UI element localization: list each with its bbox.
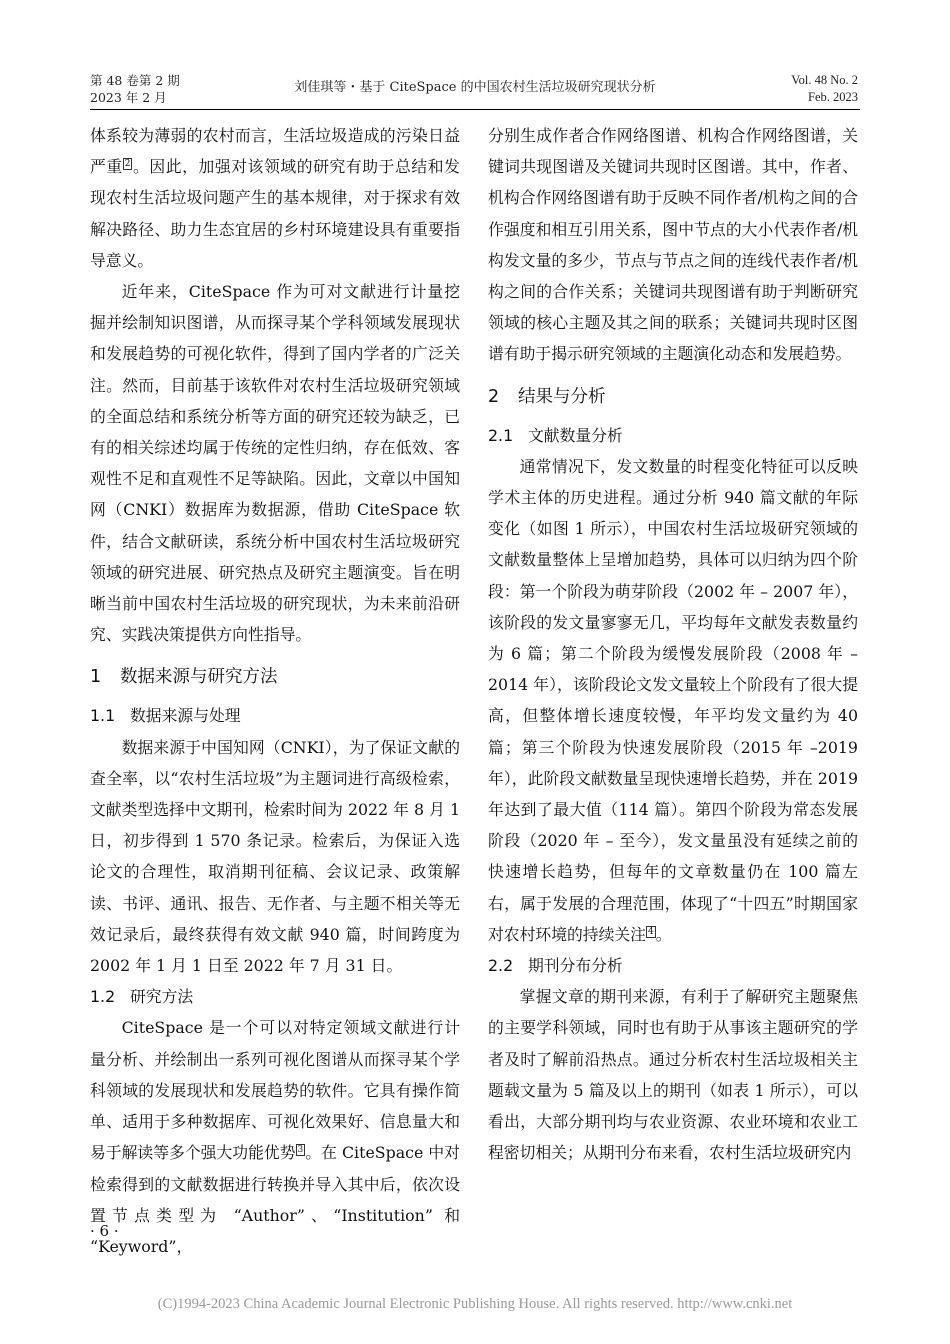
subsection-heading: 2.2 期刊分布分析 xyxy=(488,956,623,976)
page-number: · 6 · xyxy=(90,1222,119,1240)
journal-volume-en: Vol. 48 No. 2 xyxy=(791,73,858,87)
paragraph: 体系较为薄弱的农村而言，生活垃圾造成的污染日益严重 $^2$ 。因此，加强对该领域的研究有助于总结和发现农村生活垃圾问题产生的基本规律，对于探求有效解决路径、助力生态宜居的乡村环境建设具有重要指导意义。 xyxy=(90,126,460,270)
copyright-watermark: (C)1994-2023 China Academic Journal Electronic Publishing House. All rights reserved. http://www.cnki.net xyxy=(157,1296,793,1312)
subsection-heading: 1.2 研究方法 xyxy=(90,987,194,1007)
citation-ref: 3 xyxy=(297,1145,304,1156)
journal-volume: 第 48 卷第 2 期 xyxy=(90,73,180,88)
journal-date-en: Feb. 2023 xyxy=(808,90,858,104)
header-rule xyxy=(90,109,860,110)
paragraph: 掌握文章的期刊来源，有利于了解研究主题聚焦的主要学科领域，同时也有助于从事该主题研究的学者及时了解前沿热点。通过分析农村生活垃圾相关主题载文量为 5 篇及以上的期刊（如表 1 所示），可以看出，大部分期刊均与农业资源、农业环境和农业工程密切相关；从期刊分布来看，农村生活垃圾研究内 xyxy=(488,987,858,1163)
journal-date: 2023 年 2 月 xyxy=(90,90,167,105)
paragraph: 分别生成作者合作网络图谱、机构合作网络图谱，关键词共现图谱及关键词共现时区图谱。其中，作者、机构合作网络图谱有助于反映不同作者/机构之间的合作强度和相互引用关系，图中节点的大小代表作者/机构发文量的多少，节点与节点之间的连线代表作者/机构之间的合作关系；关键词共现图谱有助于判断研究领域的核心主题及其之间的联系；关键词共现时区图谱有助于揭示研究领域的主题演化动态和发展趋势。 xyxy=(488,126,858,364)
paragraph: 近年来，CiteSpace 作为可对文献进行计量挖掘并绘制知识图谱，从而探寻某个学科领域发展现状和发展趋势的可视化软件，得到了国内学者的广泛关注。然而，目前基于该软件对农村生活垃圾研究领域的全面总结和系统分析等方面的研究还较为缺乏，已有的相关综述均属于传统的定性归纳，存在低效、客观性不足和直观性不足等缺陷。因此，文章以中国知网（CNKI）数据库为数据源，借助 CiteSpace 软件，结合文献研读，系统分析中国农村生活垃圾研究领域的研究进展、研究热点及研究主题演变。旨在明晰当前中国农村生活垃圾的研究现状，为未来前沿研究、实践决策提供方向性指导。 xyxy=(90,282,460,645)
citation-ref: 2 xyxy=(124,159,131,170)
subsection-heading: 1.1 数据来源与处理 xyxy=(90,706,241,726)
header-right xyxy=(791,72,858,106)
left-column xyxy=(90,120,460,1262)
paragraph: 通常情况下，发文数量的时程变化特征可以反映学术主体的历史进程。通过分析 940 篇文献的年际变化（如图 1 所示），中国农村生活垃圾研究领域的文献数量整体上呈增加趋势，具体可以归纳为四个阶段：第一个阶段为萌芽阶段（2002 年 – 2007 年），该阶段的发文量寥寥无几，平均每年文献发表数量约为 6 篇；第二个阶段为缓慢发展阶段（2008 年 –2014 年），该阶段论文发文量较上个阶段有了很大提高，但整体增长速度较慢，年平均发文量约为 40 篇；第三个阶段为快速发展阶段（2015 年 –2019 年），此阶段文献数量呈现快速增长趋势，并在 2019 年达到了最大值（114 篇）。第四个阶段为常态发展阶段（2020 年 – 至今），发文量虽没有延续之前的快速增长趋势，但每年的文章数量仍在 100 篇左右，属于发展的合理范围，体现了“十四五”时期国家对农村环境的持续关注 $^4$ 。 xyxy=(488,456,858,944)
citation-ref: 4 xyxy=(647,926,654,937)
section-heading: 1 数据来源与研究方法 xyxy=(90,667,278,688)
paragraph: CiteSpace 是一个可以对特定领域文献进行计量分析、并绘制出一系列可视化图谱从而探寻某个学科领域的发展现状和发展趋势的软件。它具有操作简单、适用于多种数据库、可视化效果好、信息量大和易于解读等多个强大功能优势 $^3$ 。在 CiteSpace 中对检索得到的文献数据进行转换并导入其中后，依次设置节点类型为 “Author”、“Institution” 和 “Keyword”， xyxy=(90,1018,460,1256)
section-heading: 2 结果与分析 xyxy=(488,386,606,407)
subsection-heading: 2.1 文献数量分析 xyxy=(488,425,623,445)
right-column xyxy=(488,120,858,1169)
paragraph: 数据来源于中国知网（CNKI），为了保证文献的查全率，以“农村生活垃圾”为主题词进行高级检索，文献类型选择中文期刊，检索时间为 2022 年 8 月 1 日，初步得到 1 570 条记录。检索后，为保证入选论文的合理性，取消期刊征稿、会议记录、政策解读、书评、通讯、报告、无作者、与主题不相关等无效记录后，最终获得有效文献 940 篇，时间跨度为 2002 年 1 月 1 日至 2022 年 7 月 31 日。 xyxy=(90,737,460,976)
running-title: 刘佳琪等・基于 CiteSpace 的中国农村生活垃圾研究现状分析 xyxy=(294,80,656,95)
